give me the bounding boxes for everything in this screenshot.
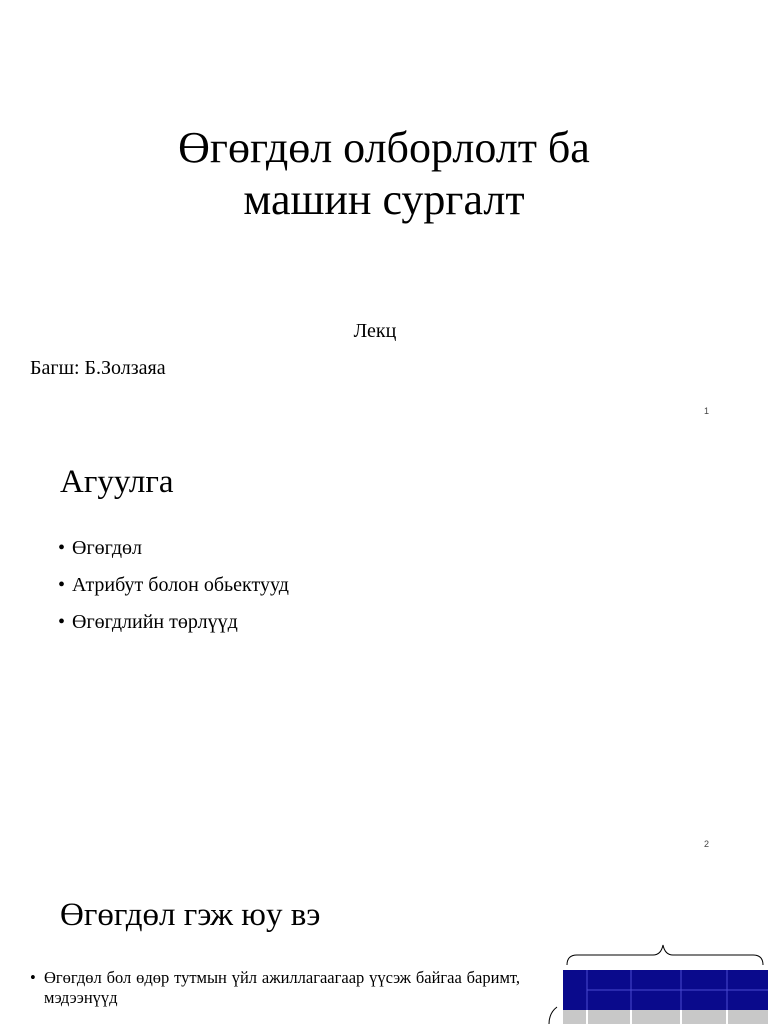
list-item-text: Атрибут болон обьектууд (72, 574, 289, 596)
contents-list (58, 536, 289, 647)
title-line-1: Өгөгдөл олборлолт ба (178, 123, 590, 172)
definition-list (30, 968, 520, 1008)
list-item: • Атрибут болон обьектууд (58, 574, 289, 596)
list-item: • Өгөгдөл (58, 537, 143, 559)
list-item-text: Өгөгдөл (72, 537, 143, 559)
page-number: 2 (704, 839, 710, 849)
list-item: • Өгөгдөл бол өдөр тутмын үйл ажиллагаагаар үүсэж байгаа баримт, мэдээнүүд (30, 968, 520, 1007)
subtitle: Лекц (353, 320, 397, 342)
contents-slide (0, 430, 768, 863)
title-slide (0, 0, 768, 430)
definition-slide (0, 863, 768, 1024)
presentation-title (0, 122, 768, 226)
list-item-text: Өгөгдөл бол өдөр тутмын үйл ажиллагаагаар үүсэж байгаа баримт, мэдээнүүд (44, 968, 520, 1007)
brace-icon (567, 945, 763, 965)
side-brace-icon (549, 1007, 557, 1024)
slide-heading: Агуулга (60, 464, 174, 500)
title-line-2: машин сургалт (243, 175, 525, 224)
teacher-name: Багш: Б.Золзаяа (30, 357, 166, 379)
slide-heading: Өгөгдөл гэж юу вэ (60, 897, 321, 933)
table-row (563, 1010, 768, 1024)
page-number: 1 (704, 406, 710, 416)
list-item: • Өгөгдлийн төрлүүд (58, 611, 238, 633)
list-item-text: Өгөгдлийн төрлүүд (72, 611, 238, 633)
data-table-figure (545, 943, 768, 1024)
